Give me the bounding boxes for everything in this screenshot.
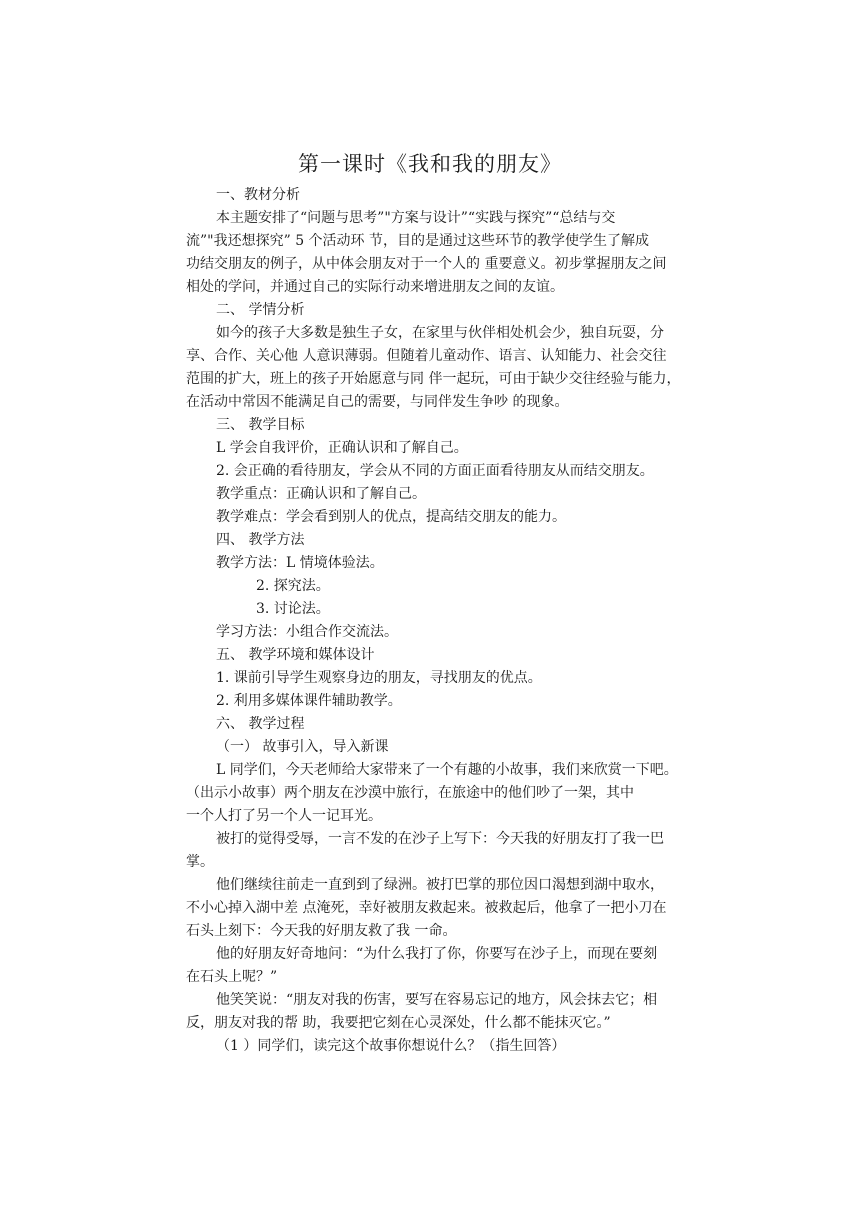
paragraph-line: 相处的学问，并通过自己的实际行动来增进朋友之间的友谊。 xyxy=(186,279,564,295)
section-heading: 三、 教学目标 xyxy=(216,417,305,433)
list-item: 2. 探究法。 xyxy=(256,578,330,594)
paragraph-line: 流”"我还想探究” 5 个活动环 节，目的是通过这些环节的教学使学生了解成 xyxy=(186,233,650,249)
paragraph-line: 他们继续往前走一直到到了绿洲。被打巴掌的那位因口渴想到湖中取水， xyxy=(216,877,664,893)
list-item: 3. 讨论法。 xyxy=(256,601,330,617)
paragraph-line: 一个人打了另一个人一记耳光。 xyxy=(186,808,382,824)
section-heading: 六、 教学过程 xyxy=(216,716,305,732)
paragraph-line: 石头上刻下：今天我的好朋友救了我 一命。 xyxy=(186,923,457,939)
paragraph-line: 本主题安排了“问题与思考”"方案与设计”“实践与探究”“总结与交 xyxy=(216,210,616,226)
paragraph-line: 被打的觉得受辱，一言不发的在沙子上写下：今天我的好朋友打了我一巴 xyxy=(216,831,664,847)
paragraph-line: （出示小故事）两个朋友在沙漠中旅行，在旅途中的他们吵了一架，其中 xyxy=(186,785,634,801)
list-item: 2. 利用多媒体课件辅助教学。 xyxy=(216,693,402,709)
paragraph-line: 教学重点：正确认识和了解自己。 xyxy=(216,486,426,502)
list-item: 1. 课前引导学生观察身边的朋友，寻找朋友的优点。 xyxy=(216,670,542,686)
list-item: 教学方法：L 情境体验法。 xyxy=(216,555,384,571)
paragraph-line: 在石头上呢？” xyxy=(186,969,278,985)
paragraph-line: 功结交朋友的例子，从中体会朋友对于一个人的 重要意义。初步掌握朋友之间 xyxy=(186,256,667,272)
paragraph-line: 如今的孩子大多数是独生子女，在家里与伙伴相处机会少，独自玩耍，分 xyxy=(216,325,664,341)
paragraph-line: 享、合作、关心他 人意识薄弱。但随着儿童动作、语言、认知能力、社会交往 xyxy=(186,348,667,364)
paragraph-line: 掌。 xyxy=(186,854,214,870)
section-heading: 五、 教学环境和媒体设计 xyxy=(216,647,375,663)
section-heading: 一、教材分析 xyxy=(216,187,300,203)
list-item: L 学会自我评价，正确认识和了解自己。 xyxy=(216,440,468,456)
paragraph-line: （1 ）同学们，读完这个故事你想说什么？（指生回答） xyxy=(216,1038,566,1054)
paragraph-line: 教学难点：学会看到别人的优点，提高结交朋友的能力。 xyxy=(216,509,566,525)
paragraph-line: L 同学们，今天老师给大家带来了一个有趣的小故事，我们来欣赏一下吧。 xyxy=(216,762,678,778)
document-title: 第一课时《我和我的朋友》 xyxy=(298,152,562,176)
paragraph-line: 不小心掉入湖中差 点淹死，幸好被朋友救起来。被救起后，他拿了一把小刀在 xyxy=(186,900,667,916)
paragraph-line: 他的好朋友好奇地问：“为什么我打了你，你要写在沙子上，而现在要刻 xyxy=(216,946,658,962)
section-heading: 二、 学情分析 xyxy=(216,302,305,318)
paragraph-line: 在活动中常因不能满足自己的需要，与同伴发生争吵 的现象。 xyxy=(186,394,569,410)
paragraph-line: 学习方法：小组合作交流法。 xyxy=(216,624,398,640)
section-heading: 四、 教学方法 xyxy=(216,532,305,548)
paragraph-line: 他笑笑说：“朋友对我的伤害，要写在容易忘记的地方，风会抹去它；相 xyxy=(216,992,658,1008)
list-item: 2. 会正确的看待朋友，学会从不同的方面正面看待朋友从而结交朋友。 xyxy=(216,463,654,479)
subsection-heading: （一） 故事引入，导入新课 xyxy=(216,739,389,755)
paragraph-line: 反，朋友对我的帮 助，我要把它刻在心灵深处，什么都不能抹灭它。” xyxy=(186,1015,611,1031)
paragraph-line: 范围的扩大，班上的孩子开始愿意与同 伴一起玩，可由于缺少交往经验与能力， xyxy=(186,371,681,387)
